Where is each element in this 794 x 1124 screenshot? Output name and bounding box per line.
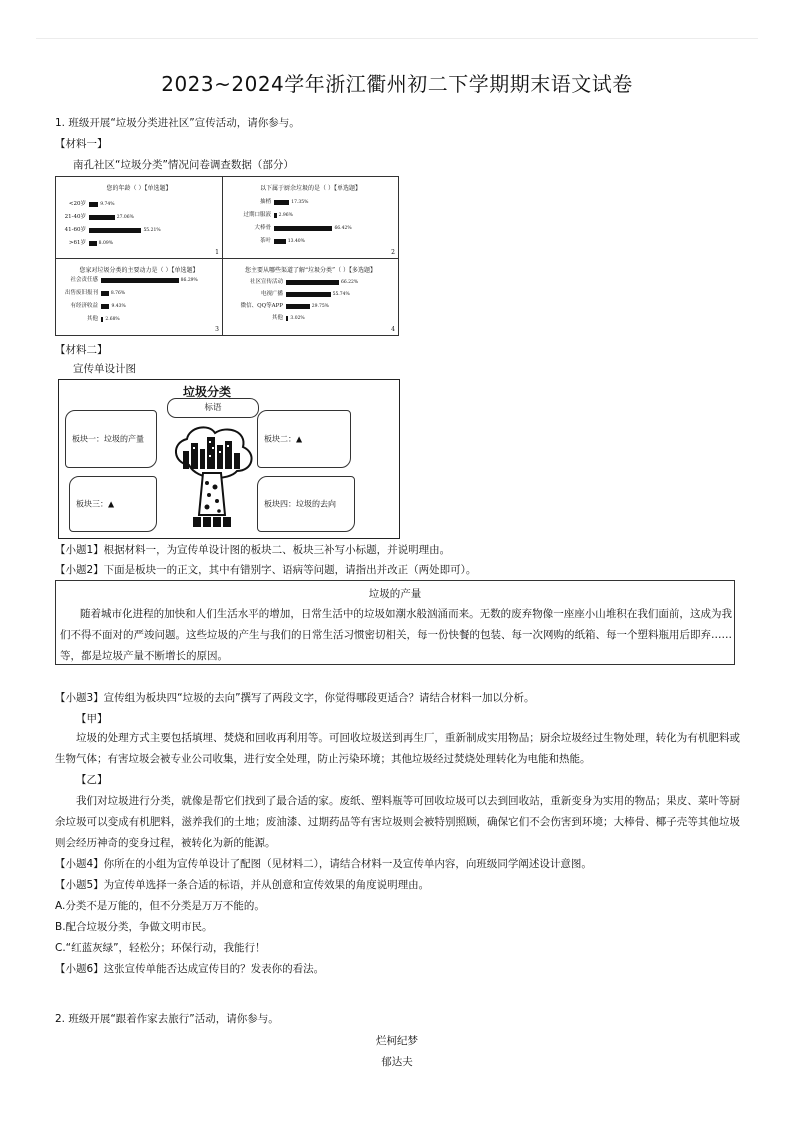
bar-mark xyxy=(274,200,289,205)
option-b: B.配合垃圾分类，争做文明市民。 xyxy=(55,921,213,933)
bar-value-label: 55.21% xyxy=(143,228,161,233)
bar-value-label: 8.09% xyxy=(98,241,113,246)
bar-row xyxy=(56,227,222,234)
passage-box xyxy=(55,580,735,665)
essay-title: 烂柯纪梦 xyxy=(376,1035,418,1047)
bar-mark xyxy=(286,304,310,309)
bar-label: 社区宣传活动 xyxy=(249,279,283,285)
survey-panel-age xyxy=(56,177,223,259)
tree-city-illustration xyxy=(169,425,255,529)
bar-value-label: 17.35% xyxy=(291,200,309,205)
bar-value-label: 27.06% xyxy=(116,215,134,220)
bar-label: 其他 xyxy=(86,316,98,322)
panel-number: 3 xyxy=(215,326,219,333)
bar-row xyxy=(56,277,222,284)
bar-label: 过期口服液 xyxy=(243,212,271,218)
option-a: A.分类不是万能的，但不分类是万万不能的。 xyxy=(55,900,265,912)
bar-mark xyxy=(89,241,97,246)
bar-row xyxy=(223,212,398,219)
flyer-title: 垃圾分类 xyxy=(183,385,232,399)
bar-value-label: 13.40% xyxy=(287,239,305,244)
bar-mark xyxy=(101,278,179,283)
sub-question-3: 【小题3】宣传组为板块四“垃圾的去向”撰写了两段文字，你觉得哪段更适合？请结合材料一加以分析。 xyxy=(55,692,535,704)
flyer-design xyxy=(58,379,400,539)
bar-mark xyxy=(286,292,331,297)
panel-title: 您的年龄（ ）【单选题】 xyxy=(106,185,172,192)
panel-title: 您主要从哪些渠道了解“垃圾分类”（ ）【多选题】 xyxy=(244,267,377,274)
bar-label: <20岁 xyxy=(68,201,86,207)
bar-row xyxy=(223,315,398,322)
bar-label: 21-40岁 xyxy=(64,214,86,220)
bar-value-label: 55.74% xyxy=(332,292,350,297)
bar-row xyxy=(56,290,222,297)
flyer-block-2 xyxy=(257,410,351,468)
bar-mark xyxy=(101,304,109,309)
bar-label: 电视广播 xyxy=(260,291,283,297)
bar-mark xyxy=(286,316,288,321)
bar-value-label: 86.29% xyxy=(180,278,198,283)
bar-mark xyxy=(89,228,141,233)
sub-question-5: 【小题5】为宣传单选择一条合适的标语，并从创意和宣传效果的角度说明理由。 xyxy=(55,879,430,891)
panel-number: 4 xyxy=(391,326,395,333)
question-1-intro: 1. 班级开展“垃圾分类进社区”宣传活动，请你参与。 xyxy=(55,117,300,129)
bar-label: 社会责任感 xyxy=(70,277,98,283)
question-2-intro: 2. 班级开展“跟着作家去旅行”活动，请你参与。 xyxy=(55,1013,279,1025)
bar-value-label: 9.74% xyxy=(100,202,115,207)
bar-label: 茶叶 xyxy=(259,238,271,244)
sub-question-6: 【小题6】这张宣传单能否达成宣传目的？发表你的看法。 xyxy=(55,963,325,975)
survey-panel-channels xyxy=(223,259,398,335)
bar-label: 微信、QQ等APP xyxy=(240,303,283,309)
page-title: 2023~2024学年浙江衢州初二下学期期末语文试卷 xyxy=(161,72,633,96)
survey-caption: 南孔社区“垃圾分类”情况问卷调查数据（部分） xyxy=(73,159,294,171)
bar-row xyxy=(223,303,398,310)
survey-panel-kitchen-waste xyxy=(223,177,398,259)
survey-panel-motivation xyxy=(56,259,223,335)
sub-question-4: 【小题4】你所在的小组为宣传单设计了配图（见材料二），请结合材料一及宣传单内容，向班级同学阐述设计意图。 xyxy=(55,858,592,870)
bar-row xyxy=(223,238,398,245)
bar-row xyxy=(223,279,398,286)
bar-value-label: 2.96% xyxy=(278,213,293,218)
bar-label: 出售废旧报刊 xyxy=(64,290,98,296)
top-rule xyxy=(36,38,758,39)
bar-row xyxy=(56,201,222,208)
bar-label: 其他 xyxy=(271,315,283,321)
bar-label: >61岁 xyxy=(68,240,86,246)
flyer-block-1 xyxy=(65,410,157,468)
bar-label: 大棒骨 xyxy=(254,225,271,231)
bar-mark xyxy=(274,239,286,244)
sub-question-1: 【小题1】根据材料一，为宣传单设计图的板块二、板块三补写小标题，并说明理由。 xyxy=(55,544,451,556)
panel-title: 您家对垃圾分类的主要动力是（ ）【单选题】 xyxy=(79,267,199,274)
material-2-label: 【材料二】 xyxy=(55,344,108,356)
option-c: C.“红蓝灰绿”，轻松分；环保行动，我能行！ xyxy=(55,942,266,954)
flyer-caption: 宣传单设计图 xyxy=(73,363,136,375)
bar-row xyxy=(56,316,222,323)
bar-mark xyxy=(274,213,277,218)
yi-label: 【乙】 xyxy=(76,774,108,786)
bar-label: 41-60岁 xyxy=(64,227,86,233)
bar-mark xyxy=(89,202,98,207)
panel-title: 以下属于厨余垃圾的是（ ）【单选题】 xyxy=(260,185,361,192)
bar-mark xyxy=(101,317,103,322)
bar-value-label: 66.22% xyxy=(340,280,359,285)
bar-mark xyxy=(274,226,332,231)
jia-label: 【甲】 xyxy=(76,713,108,725)
material-1-label: 【材料一】 xyxy=(55,138,108,150)
bar-mark xyxy=(89,215,115,220)
essay-author: 郁达夫 xyxy=(381,1056,413,1068)
panel-number: 1 xyxy=(215,249,219,256)
bar-row xyxy=(56,214,222,221)
bar-mark xyxy=(286,280,339,285)
flyer-block-3 xyxy=(69,476,157,532)
bar-label: 有经济收益 xyxy=(70,303,98,309)
jia-text: 垃圾的处理方式主要包括填埋、焚烧和回收再利用等。可回收垃圾送到再生厂，重新制成实用物品；厨余垃圾经过生物处理，转化为有机肥料或生物气体；有害垃圾会被专业公司收集，进行安全处理，防止污染环境；其他垃圾经过焚烧处理转化为电能和热能。 xyxy=(55,732,740,765)
bar-row xyxy=(223,199,398,206)
slogan-banner xyxy=(167,398,259,418)
bar-mark xyxy=(101,291,109,296)
bar-value-label: 29.75% xyxy=(311,304,329,309)
panel-number: 2 xyxy=(391,249,395,256)
bar-value-label: 8.76% xyxy=(110,291,126,296)
bar-value-label: 9.43% xyxy=(111,304,126,309)
passage-title: 垃圾的产量 xyxy=(368,588,422,600)
slogan-label: 标语 xyxy=(204,403,222,413)
block-4-label: 板块四：垃圾的去向 xyxy=(264,499,336,509)
block-2-label: 板块二：▲ xyxy=(264,434,303,444)
bar-value-label: 2.68% xyxy=(105,317,120,322)
sub-question-2: 【小题2】下面是板块一的正文，其中有错别字、语病等问题，请指出并改正（两处即可）。 xyxy=(55,564,477,576)
bar-row xyxy=(223,291,398,298)
bar-row xyxy=(223,225,398,232)
bar-value-label: 66.42% xyxy=(334,226,352,231)
block-1-label: 板块一：垃圾的产量 xyxy=(72,434,144,444)
bar-row xyxy=(56,303,222,310)
bar-value-label: 3.02% xyxy=(290,316,305,321)
yi-text: 我们对垃圾进行分类，就像是帮它们找到了最合适的家。废纸、塑料瓶等可回收垃圾可以去到回收站，重新变身为实用的物品；果皮、菜叶等厨余垃圾可以变成有机肥料，滋养我们的土地；废油漆、过期药品等有害垃圾则会被特别照顾，确保它们不会伤害到环境；大棒骨、椰子壳等其他垃圾则会经历神奇的变身过程，被转化为新的能源。 xyxy=(55,795,740,849)
flyer-block-4 xyxy=(257,476,355,532)
passage-text: 随着城市化进程的加快和人们生活水平的增加，日常生活中的垃圾如潮水般汹涌而来。无数的废弃物像一座座小山堆积在我们面前，这成为我们不得不面对的严竣问题。这些垃圾的产生与我们的日常生活习惯密切相关，每一份快餐的包装、每一次网购的纸箱、每一个塑料瓶用后即弃……等，都是垃圾产量不断增长的原因。 xyxy=(60,608,732,662)
bar-label: 抽梢 xyxy=(259,199,271,205)
block-3-label: 板块三：▲ xyxy=(76,499,115,509)
bar-row xyxy=(56,240,222,247)
survey-figure xyxy=(55,176,399,336)
